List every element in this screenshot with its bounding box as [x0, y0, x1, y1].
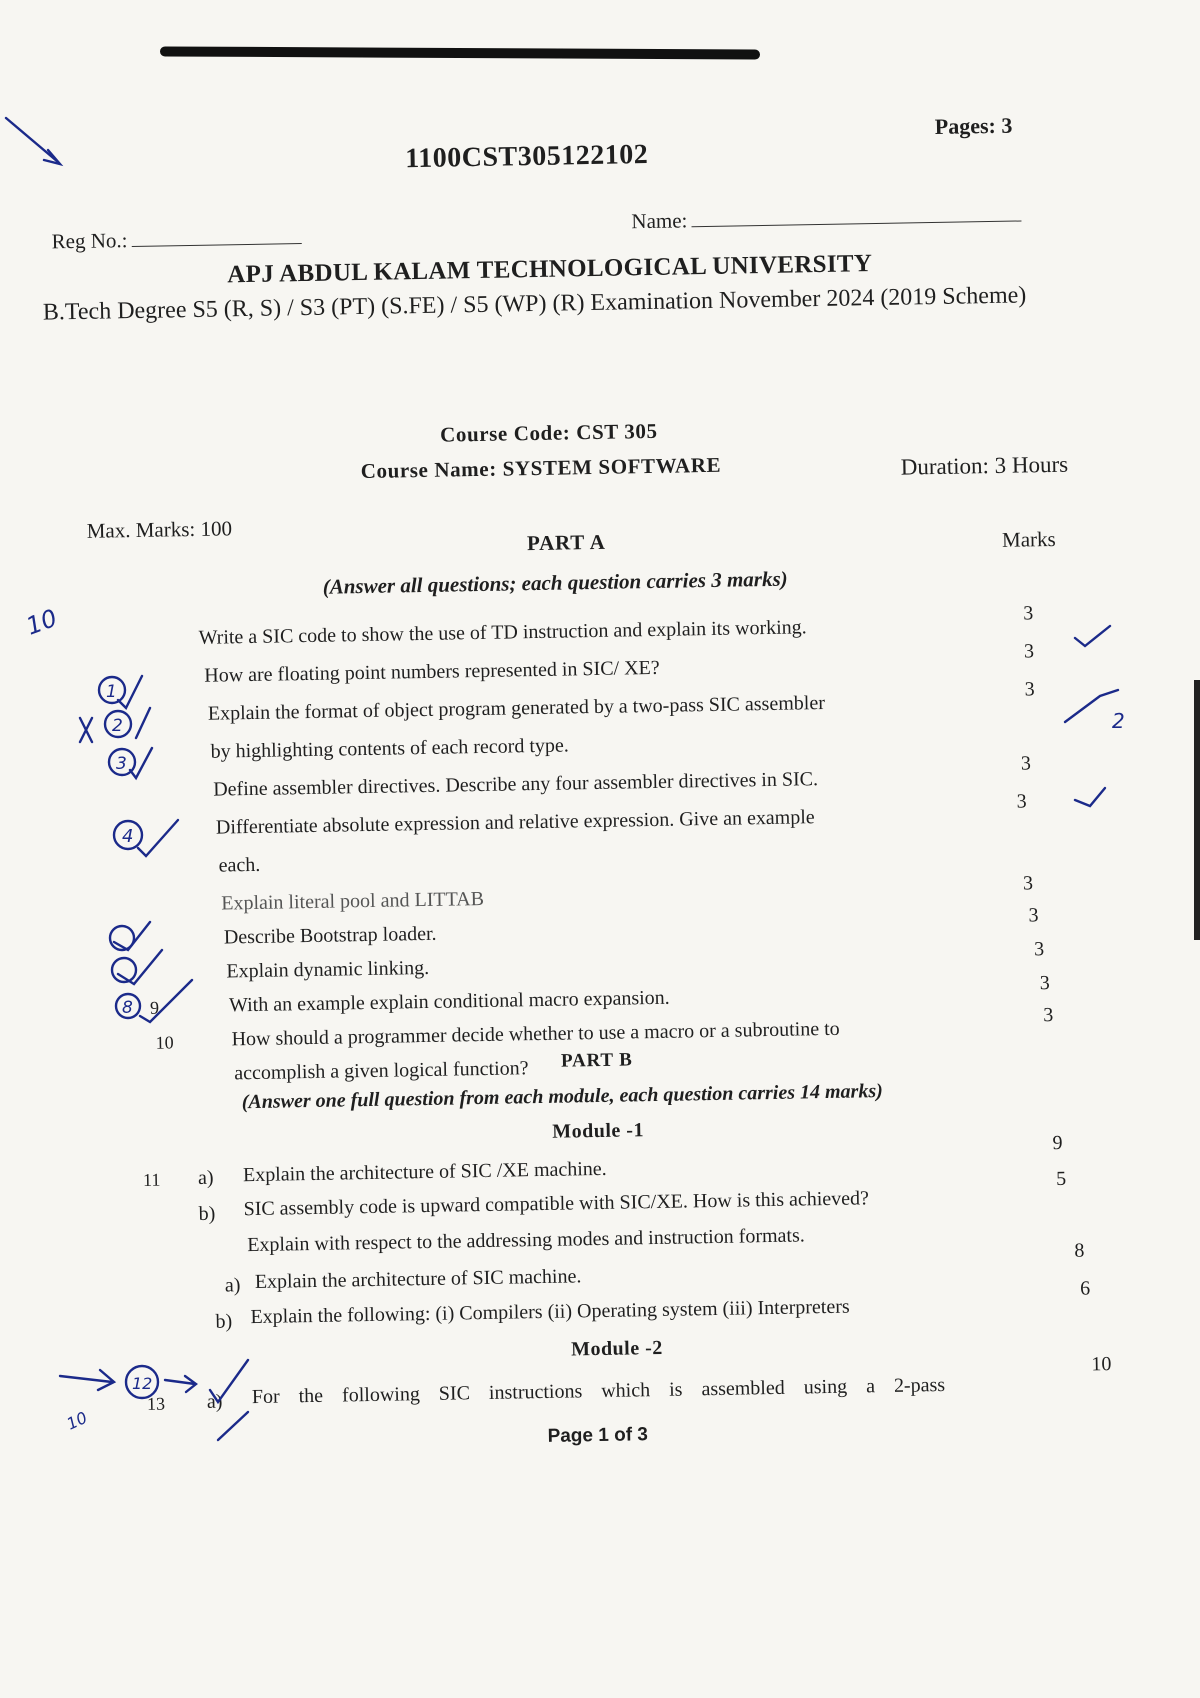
part-a-question-marks: 3	[1028, 904, 1039, 927]
part-b-sub-label: a)	[224, 1274, 241, 1297]
part-a-instruction: (Answer all questions; each question carries 3 marks)	[322, 566, 788, 599]
part-b-sub-label: b)	[215, 1310, 233, 1333]
name-blank-line	[691, 202, 1021, 227]
part-a-question-text: With an example explain conditional macro expansion.	[228, 986, 670, 1017]
handwritten-score: 10	[22, 603, 61, 641]
handwritten-q-number: 4	[122, 826, 134, 847]
part-b-sub-label: b)	[198, 1202, 216, 1225]
part-a-question-text: How are floating point numbers represented in SIC/ XE?	[204, 656, 660, 687]
part-a-question-text: by highlighting contents of each record type.	[210, 734, 569, 763]
part-b-instruction: (Answer one full question from each module, each question carries 14 marks)	[241, 1080, 883, 1114]
page-count: Pages: 3	[934, 112, 1013, 139]
reg-no-blank-line	[131, 225, 301, 247]
part-a-question-text: Differentiate absolute expression and relative expression. Give an example	[215, 806, 815, 839]
part-a-title: PART A	[526, 529, 606, 556]
marks-column-header: Marks	[1001, 526, 1056, 552]
part-b-question-marks: 5	[1055, 1167, 1067, 1191]
part-a-question-text: accomplish a given logical function?	[234, 1057, 529, 1085]
part-a-question-text: Explain literal pool and LITTAB	[221, 887, 485, 915]
part-a-question-text: each.	[218, 853, 261, 877]
part-a-question-text: How should a programmer decide whether to use a macro or a subroutine to	[231, 1017, 840, 1051]
part-a-question-text: Describe Bootstrap loader.	[223, 922, 437, 949]
part-b-question-number: 13	[146, 1393, 166, 1414]
duration: Duration: 3 Hours	[900, 451, 1069, 480]
reg-no-field	[51, 225, 301, 254]
module-2-heading: Module -2	[570, 1336, 663, 1361]
part-b-title: PART B	[560, 1049, 633, 1072]
name-label: Name:	[631, 208, 688, 234]
part-a-question-marks: 3	[1023, 640, 1035, 663]
part-b-question-number: 11	[142, 1169, 161, 1190]
part-a-question-text: Define assembler directives. Describe any four assembler directives in SIC.	[213, 768, 819, 801]
module-1-heading: Module -1	[552, 1119, 645, 1143]
part-b-sub-label: a)	[206, 1390, 223, 1413]
part-a-question-marks: 3	[1016, 790, 1027, 813]
part-a-question-number: 10	[155, 1032, 174, 1053]
page-content	[29, 80, 1166, 1659]
university-name: APJ ABDUL KALAM TECHNOLOGICAL UNIVERSITY	[227, 250, 873, 289]
page-footer: Page 1 of 3	[547, 1424, 649, 1447]
paper-code: 1100CST305122102	[405, 138, 649, 175]
part-a-question-marks: 3	[1022, 872, 1034, 895]
scan-right-edge-shadow	[1194, 680, 1200, 940]
part-b-question-marks: 6	[1079, 1277, 1091, 1300]
part-b-question-text: Explain the following: (i) Compilers (ii) Operating system (iii) Interpreters	[250, 1295, 850, 1329]
part-b-question-marks: 8	[1074, 1239, 1085, 1262]
part-b-question-marks: 10	[1091, 1353, 1112, 1376]
handwritten-q-number: 12	[132, 1374, 153, 1393]
part-a-question-number: 9	[149, 997, 160, 1018]
max-marks: Max. Marks: 100	[86, 516, 233, 543]
reg-no-label: Reg No.:	[51, 228, 128, 254]
handwritten-score: 10	[63, 1407, 91, 1434]
part-b-question-text: Explain the architecture of SIC /XE machine.	[242, 1157, 607, 1187]
part-a-question-text: Explain dynamic linking.	[226, 956, 430, 983]
handwritten-q-number: 1	[106, 682, 117, 702]
part-b-question-text: Explain the architecture of SIC machine.	[254, 1265, 582, 1294]
part-b-sub-label: a)	[197, 1166, 214, 1189]
part-a-question-marks: 3	[1020, 752, 1032, 775]
course-code: Course Code: CST 305	[439, 418, 658, 447]
part-b-question-marks: 9	[1052, 1131, 1063, 1155]
name-field	[631, 202, 1021, 234]
handwritten-q-number: 8	[122, 998, 133, 1018]
part-a-question-marks: 3	[1039, 972, 1050, 995]
degree-line: B.Tech Degree S5 (R, S) / S3 (PT) (S.FE) / S5 (WP) (R) Examination November 2024 (2019 Scheme)	[42, 282, 1027, 326]
handwritten-awarded-mark: 2	[1112, 709, 1125, 733]
handwritten-q-number: 3	[116, 754, 127, 774]
part-a-question-marks: 3	[1024, 678, 1035, 701]
part-a-question-marks: 3	[1023, 602, 1034, 625]
part-b-question-text: SIC assembly code is upward compatible with SIC/XE. How is this achieved?	[243, 1187, 870, 1221]
part-a-question-text: Write a SIC code to show the use of TD instruction and explain its working.	[198, 616, 807, 649]
part-a-question-marks: 3	[1033, 938, 1045, 961]
part-a-question-marks: 3	[1043, 1004, 1054, 1027]
scan-top-edge-shadow	[160, 46, 760, 59]
part-a-question-text: Explain the format of object program generated by a two-pass SIC assembler	[207, 691, 826, 725]
course-name: Course Name: SYSTEM SOFTWARE	[360, 452, 722, 484]
handwritten-q-number: 2	[112, 716, 123, 736]
part-b-question-text: Explain with respect to the addressing modes and instruction formats.	[247, 1224, 805, 1257]
part-b-question-text: For the following SIC instructions which is assembled using a 2-pass	[251, 1373, 946, 1409]
